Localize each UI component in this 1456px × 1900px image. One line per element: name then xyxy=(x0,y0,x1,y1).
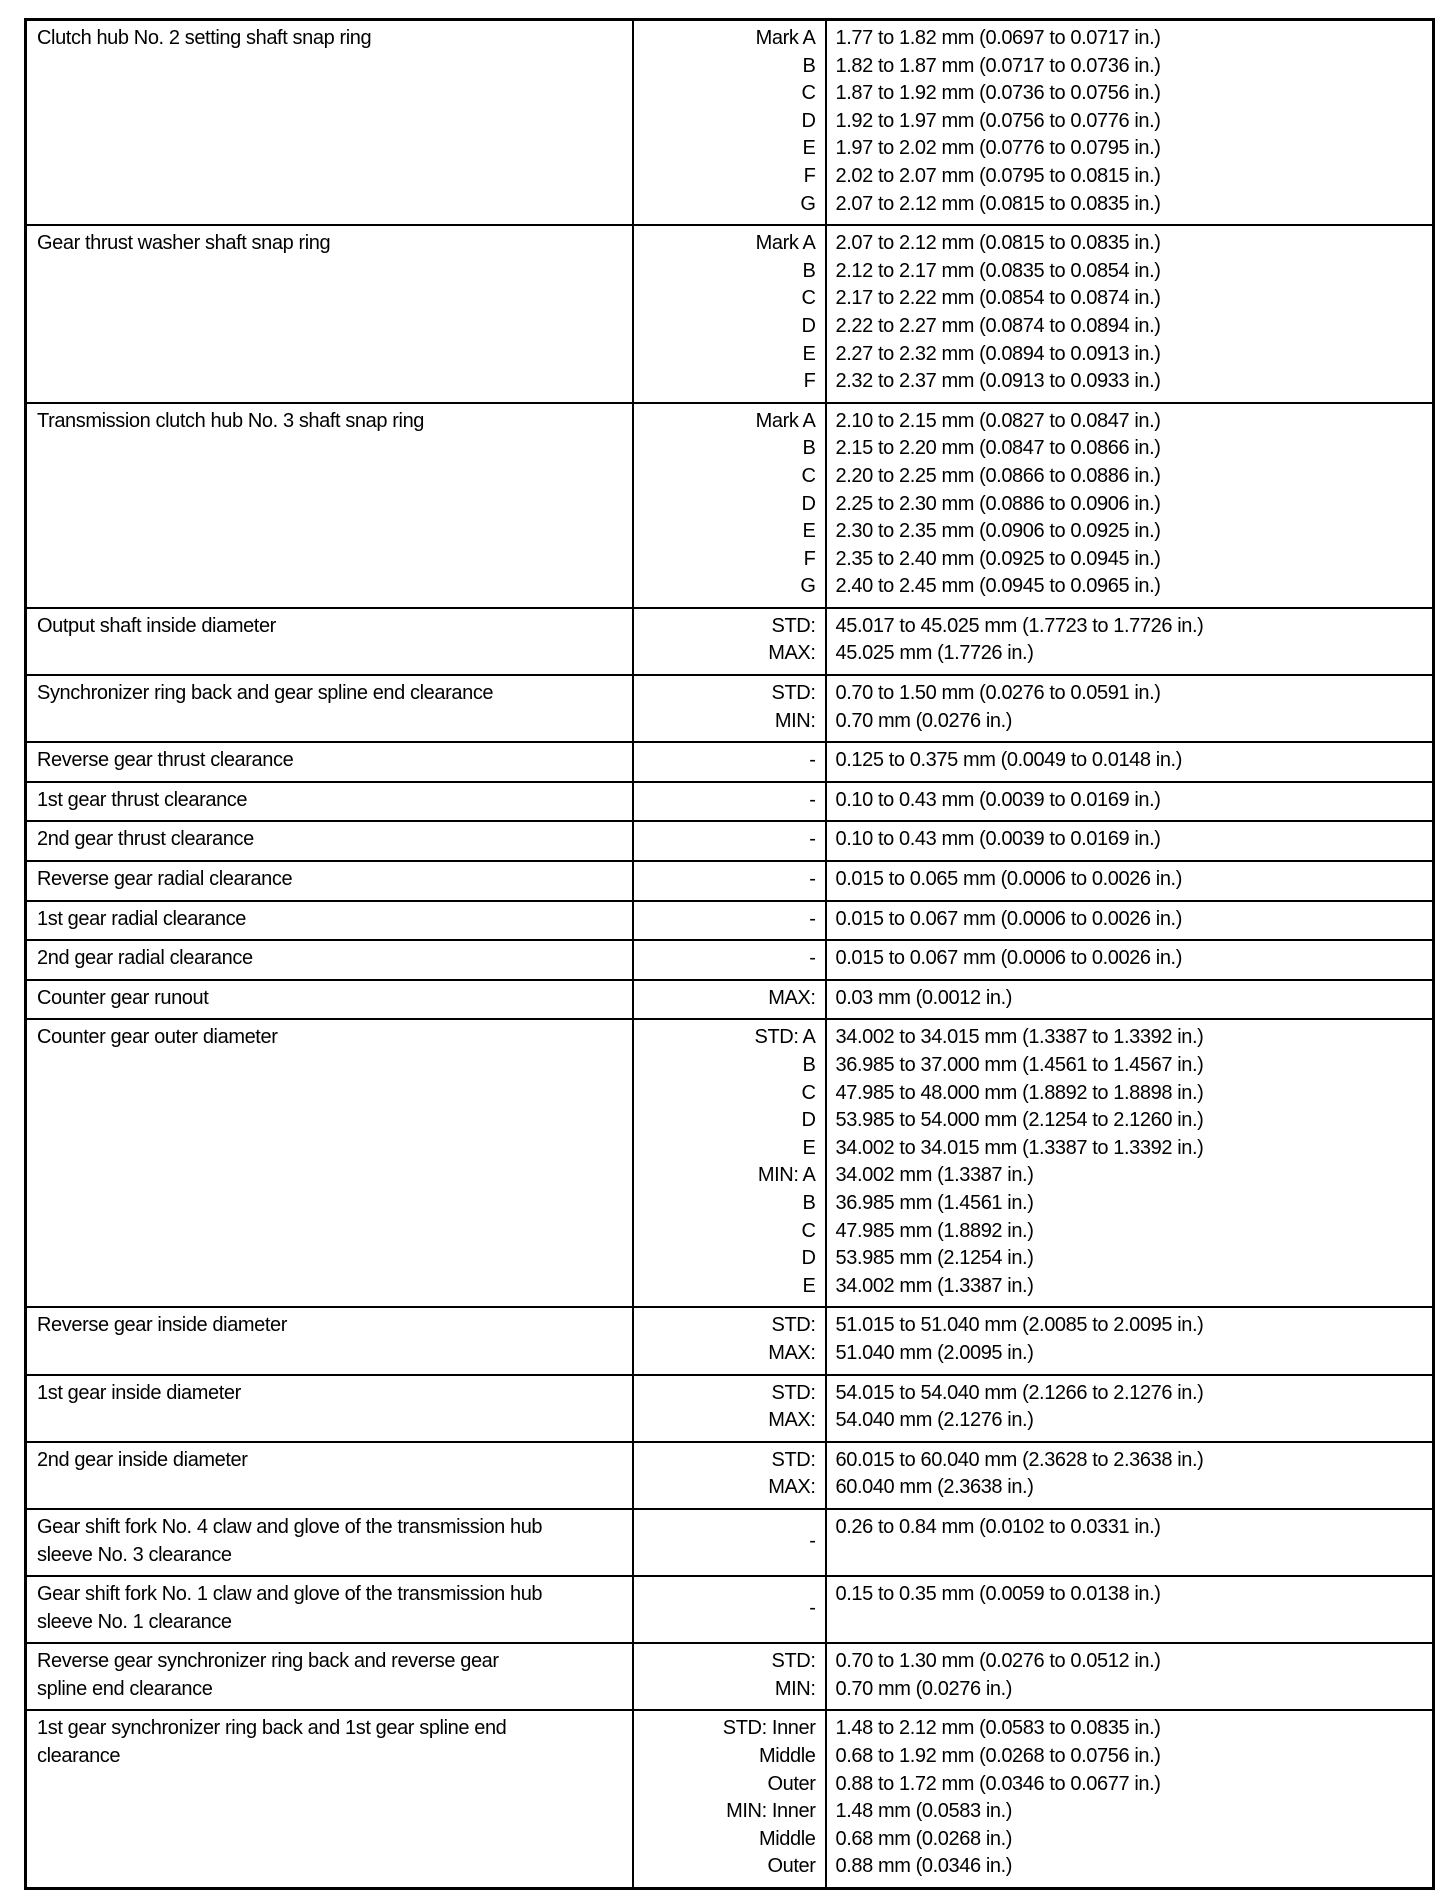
spec-label: MAX: xyxy=(768,642,816,665)
spec-label: - xyxy=(809,788,816,811)
spec-value: 36.985 to 37.000 mm (1.4561 to 1.4567 in.) xyxy=(835,1054,1204,1076)
spec-label: F xyxy=(803,547,816,570)
spec-label: STD: Inner xyxy=(722,1717,816,1740)
spec-label: STD: A xyxy=(754,1026,816,1049)
spec-value: 0.26 to 0.84 mm (0.0102 to 0.0331 in.) xyxy=(835,1515,1161,1538)
spec-value-cell xyxy=(826,1576,1434,1643)
item-name-cell xyxy=(26,901,633,941)
item-name-cell xyxy=(26,742,633,782)
item-name-cell xyxy=(26,675,633,742)
spec-value: 2.07 to 2.12 mm (0.0815 to 0.0835 in.) xyxy=(835,232,1161,255)
spec-label: - xyxy=(809,1529,816,1552)
spec-label-cell xyxy=(633,1576,826,1643)
spec-label: - xyxy=(809,907,816,930)
table-row xyxy=(26,1576,1434,1643)
spec-value: 0.015 to 0.065 mm (0.0006 to 0.0026 in.) xyxy=(835,868,1182,891)
spec-label: B xyxy=(802,1054,816,1076)
item-name-cell xyxy=(26,861,633,901)
item-name: Output shaft inside diameter xyxy=(37,614,276,637)
item-name: Counter gear runout xyxy=(37,986,209,1009)
table-row xyxy=(26,1509,1434,1576)
table-row xyxy=(26,1375,1434,1442)
item-name-cell xyxy=(26,20,633,226)
item-name: Reverse gear thrust clearance xyxy=(37,749,294,772)
spec-value: 0.03 mm (0.0012 in.) xyxy=(835,986,1013,1009)
item-name-cell xyxy=(26,403,633,608)
table-row xyxy=(26,608,1434,675)
item-name-cell xyxy=(26,1307,633,1374)
spec-value: 2.25 to 2.30 mm (0.0886 to 0.0906 in.) xyxy=(835,492,1161,515)
item-name: 1st gear radial clearance xyxy=(37,907,247,930)
spec-value: 47.985 to 48.000 mm (1.8892 to 1.8898 in.) xyxy=(835,1081,1204,1104)
item-name-cell xyxy=(26,225,633,403)
spec-label-cell xyxy=(633,1509,826,1576)
spec-value: 34.002 to 34.015 mm (1.3387 to 1.3392 in.) xyxy=(835,1026,1204,1049)
item-name-cell xyxy=(26,821,633,861)
spec-label: Mark A xyxy=(755,409,816,432)
spec-label: B xyxy=(802,437,816,460)
spec-value: 47.985 mm (1.8892 in.) xyxy=(835,1219,1034,1242)
spec-label: Middle xyxy=(758,1827,816,1850)
spec-value: 2.40 to 2.45 mm (0.0945 to 0.0965 in.) xyxy=(835,575,1161,598)
table-row xyxy=(26,861,1434,901)
spec-label: E xyxy=(802,137,816,160)
spec-label: C xyxy=(801,1219,816,1242)
spec-label: B xyxy=(802,54,816,77)
spec-value: 2.15 to 2.20 mm (0.0847 to 0.0866 in.) xyxy=(835,437,1161,460)
spec-label: Middle xyxy=(758,1745,816,1768)
item-name-cell xyxy=(26,1710,633,1888)
spec-label: - xyxy=(809,868,816,891)
item-name-line: clearance xyxy=(37,1745,121,1768)
spec-value: 0.68 to 1.92 mm (0.0268 to 0.0756 in.) xyxy=(835,1745,1161,1768)
spec-value-cell xyxy=(826,608,1434,675)
spec-label: G xyxy=(800,575,816,598)
spec-value-cell xyxy=(826,1375,1434,1442)
spec-value: 2.22 to 2.27 mm (0.0874 to 0.0894 in.) xyxy=(835,314,1161,337)
spec-label: D xyxy=(801,492,816,515)
spec-value: 34.002 mm (1.3387 in.) xyxy=(835,1164,1034,1187)
spec-label: - xyxy=(809,828,816,851)
table-row xyxy=(26,20,1434,226)
item-name: Reverse gear inside diameter xyxy=(37,1314,288,1337)
spec-value: 60.040 mm (2.3638 in.) xyxy=(835,1476,1034,1499)
item-name-line: Gear shift fork No. 1 claw and glove of the transmission hub xyxy=(37,1583,543,1606)
spec-value-cell xyxy=(826,782,1434,822)
spec-label: C xyxy=(801,464,816,487)
spec-label-cell xyxy=(633,403,826,608)
spec-value: 54.015 to 54.040 mm (2.1266 to 2.1276 in.) xyxy=(835,1381,1204,1404)
spec-value: 0.68 mm (0.0268 in.) xyxy=(835,1827,1013,1850)
spec-value: 0.70 mm (0.0276 in.) xyxy=(835,709,1013,732)
spec-label-cell xyxy=(633,1307,826,1374)
item-name: 1st gear thrust clearance xyxy=(37,788,248,811)
spec-label-cell xyxy=(633,1375,826,1442)
spec-value: 0.10 to 0.43 mm (0.0039 to 0.0169 in.) xyxy=(835,828,1161,851)
spec-label: Outer xyxy=(767,1772,816,1795)
item-name-cell xyxy=(26,940,633,980)
item-name-line: spline end clearance xyxy=(37,1677,213,1700)
spec-value: 51.015 to 51.040 mm (2.0085 to 2.0095 in.) xyxy=(835,1314,1204,1337)
table-row xyxy=(26,821,1434,861)
spec-label: D xyxy=(801,109,816,132)
spec-value: 34.002 to 34.015 mm (1.3387 to 1.3392 in.) xyxy=(835,1136,1204,1159)
spec-value-cell xyxy=(826,1442,1434,1509)
spec-label: MAX: xyxy=(768,1409,816,1432)
spec-value-cell xyxy=(826,1643,1434,1710)
item-name: Reverse gear radial clearance xyxy=(37,868,293,891)
spec-value-cell xyxy=(826,20,1434,226)
spec-value: 2.32 to 2.37 mm (0.0913 to 0.0933 in.) xyxy=(835,370,1161,393)
spec-label-cell xyxy=(633,821,826,861)
table-row xyxy=(26,980,1434,1020)
spec-label: C xyxy=(801,82,816,105)
spec-value: 0.015 to 0.067 mm (0.0006 to 0.0026 in.) xyxy=(835,947,1182,970)
spec-value-cell xyxy=(826,821,1434,861)
spec-value: 2.35 to 2.40 mm (0.0925 to 0.0945 in.) xyxy=(835,547,1161,570)
spec-label: STD: xyxy=(771,682,816,705)
item-name: 1st gear inside diameter xyxy=(37,1381,241,1404)
spec-value: 1.97 to 2.02 mm (0.0776 to 0.0795 in.) xyxy=(835,137,1161,160)
spec-value: 54.040 mm (2.1276 in.) xyxy=(835,1409,1034,1432)
spec-value-cell xyxy=(826,980,1434,1020)
spec-label: C xyxy=(801,1081,816,1104)
spec-value-cell xyxy=(826,1710,1434,1888)
spec-value: 2.02 to 2.07 mm (0.0795 to 0.0815 in.) xyxy=(835,164,1161,187)
spec-value: 2.17 to 2.22 mm (0.0854 to 0.0874 in.) xyxy=(835,287,1161,310)
table-row xyxy=(26,675,1434,742)
spec-label: MIN: A xyxy=(757,1164,816,1187)
spec-value-cell xyxy=(826,675,1434,742)
spec-label: MAX: xyxy=(768,1341,816,1364)
spec-value: 1.87 to 1.92 mm (0.0736 to 0.0756 in.) xyxy=(835,82,1161,105)
item-name-cell xyxy=(26,1509,633,1576)
spec-value: 0.88 to 1.72 mm (0.0346 to 0.0677 in.) xyxy=(835,1772,1161,1795)
spec-value-cell xyxy=(826,225,1434,403)
item-name-line: sleeve No. 1 clearance xyxy=(37,1610,232,1633)
spec-value: 0.15 to 0.35 mm (0.0059 to 0.0138 in.) xyxy=(835,1583,1161,1606)
item-name: Gear thrust washer shaft snap ring xyxy=(37,232,331,255)
table-row xyxy=(26,1019,1434,1307)
spec-value: 0.125 to 0.375 mm (0.0049 to 0.0148 in.) xyxy=(835,749,1182,772)
spec-value: 0.015 to 0.067 mm (0.0006 to 0.0026 in.) xyxy=(835,907,1182,930)
spec-label-cell xyxy=(633,675,826,742)
table-row xyxy=(26,1307,1434,1374)
item-name: 2nd gear radial clearance xyxy=(37,947,253,970)
spec-label-cell xyxy=(633,1643,826,1710)
spec-label: MAX: xyxy=(768,986,816,1009)
spec-label: E xyxy=(802,342,816,365)
spec-label-cell xyxy=(633,1710,826,1888)
spec-value-cell xyxy=(826,742,1434,782)
spec-value: 1.92 to 1.97 mm (0.0756 to 0.0776 in.) xyxy=(835,109,1161,132)
item-name-line: Reverse gear synchronizer ring back and reverse gear xyxy=(37,1650,499,1673)
specification-table xyxy=(24,18,1435,1890)
spec-label: STD: xyxy=(771,1381,816,1404)
spec-label: E xyxy=(802,1136,816,1159)
item-name-cell xyxy=(26,1643,633,1710)
table-row xyxy=(26,940,1434,980)
spec-value-cell xyxy=(826,403,1434,608)
spec-value: 0.88 mm (0.0346 in.) xyxy=(835,1855,1013,1878)
spec-label: B xyxy=(802,1191,816,1214)
table-row xyxy=(26,1710,1434,1888)
spec-label: F xyxy=(803,164,816,187)
spec-value: 53.985 mm (2.1254 in.) xyxy=(835,1247,1034,1270)
spec-value: 0.70 mm (0.0276 in.) xyxy=(835,1677,1013,1700)
spec-value-cell xyxy=(826,1509,1434,1576)
spec-label: STD: xyxy=(771,1448,816,1471)
spec-value: 34.002 mm (1.3387 in.) xyxy=(835,1274,1034,1297)
item-name: Clutch hub No. 2 setting shaft snap ring xyxy=(37,27,372,49)
spec-value-cell xyxy=(826,1307,1434,1374)
table-row xyxy=(26,1442,1434,1509)
spec-label: STD: xyxy=(771,614,816,637)
spec-value: 45.017 to 45.025 mm (1.7723 to 1.7726 in.) xyxy=(835,614,1204,637)
spec-label-cell xyxy=(633,940,826,980)
spec-label: C xyxy=(801,287,816,310)
item-name-cell xyxy=(26,608,633,675)
spec-label: STD: xyxy=(771,1314,816,1337)
spec-value: 2.12 to 2.17 mm (0.0835 to 0.0854 in.) xyxy=(835,259,1161,282)
item-name-line: 1st gear synchronizer ring back and 1st gear spline end xyxy=(37,1717,507,1740)
spec-label-cell xyxy=(633,1019,826,1307)
spec-value: 0.10 to 0.43 mm (0.0039 to 0.0169 in.) xyxy=(835,788,1161,811)
spec-value: 2.27 to 2.32 mm (0.0894 to 0.0913 in.) xyxy=(835,342,1161,365)
spec-label: D xyxy=(801,314,816,337)
spec-value: 1.77 to 1.82 mm (0.0697 to 0.0717 in.) xyxy=(835,27,1161,49)
spec-label: MIN: xyxy=(774,1677,816,1700)
spec-value: 2.30 to 2.35 mm (0.0906 to 0.0925 in.) xyxy=(835,520,1161,543)
spec-value: 0.70 to 1.50 mm (0.0276 to 0.0591 in.) xyxy=(835,682,1161,705)
spec-value: 2.20 to 2.25 mm (0.0866 to 0.0886 in.) xyxy=(835,464,1161,487)
spec-label: E xyxy=(802,1274,816,1297)
table-row xyxy=(26,782,1434,822)
item-name: Synchronizer ring back and gear spline end clearance xyxy=(37,682,494,705)
spec-label: Outer xyxy=(767,1855,816,1878)
spec-value: 60.015 to 60.040 mm (2.3628 to 2.3638 in.) xyxy=(835,1448,1204,1471)
item-name-line: sleeve No. 3 clearance xyxy=(37,1543,232,1566)
spec-label: D xyxy=(801,1109,816,1132)
spec-label: G xyxy=(800,192,816,215)
spec-label-cell xyxy=(633,20,826,226)
spec-label: - xyxy=(809,947,816,970)
spec-label-cell xyxy=(633,1442,826,1509)
specification-table-body xyxy=(26,20,1434,1889)
spec-label: D xyxy=(801,1247,816,1270)
item-name-cell xyxy=(26,1375,633,1442)
spec-label-cell xyxy=(633,742,826,782)
table-row xyxy=(26,225,1434,403)
spec-label-cell xyxy=(633,980,826,1020)
item-name-cell xyxy=(26,1019,633,1307)
spec-value-cell xyxy=(826,861,1434,901)
spec-label: MAX: xyxy=(768,1476,816,1499)
spec-label: E xyxy=(802,520,816,543)
spec-value: 45.025 mm (1.7726 in.) xyxy=(835,642,1034,665)
spec-value-cell xyxy=(826,901,1434,941)
spec-label: F xyxy=(803,370,816,393)
item-name: Transmission clutch hub No. 3 shaft snap ring xyxy=(37,409,425,432)
item-name: 2nd gear inside diameter xyxy=(37,1448,248,1471)
spec-label: B xyxy=(802,259,816,282)
item-name: 2nd gear thrust clearance xyxy=(37,828,254,851)
spec-value: 51.040 mm (2.0095 in.) xyxy=(835,1341,1034,1364)
spec-label: MIN: Inner xyxy=(726,1800,816,1823)
spec-label: - xyxy=(809,1596,816,1619)
item-name-line: Gear shift fork No. 4 claw and glove of the transmission hub xyxy=(37,1515,543,1538)
table-row xyxy=(26,1643,1434,1710)
spec-value: 0.70 to 1.30 mm (0.0276 to 0.0512 in.) xyxy=(835,1650,1161,1673)
spec-value: 1.48 mm (0.0583 in.) xyxy=(835,1800,1013,1823)
spec-value-cell xyxy=(826,1019,1434,1307)
spec-label-cell xyxy=(633,225,826,403)
item-name-cell xyxy=(26,980,633,1020)
table-row xyxy=(26,901,1434,941)
spec-label: MIN: xyxy=(774,709,816,732)
spec-value: 1.48 to 2.12 mm (0.0583 to 0.0835 in.) xyxy=(835,1717,1161,1740)
item-name: Counter gear outer diameter xyxy=(37,1026,278,1049)
table-row xyxy=(26,742,1434,782)
spec-label: Mark A xyxy=(755,232,816,255)
item-name-cell xyxy=(26,1442,633,1509)
spec-label-cell xyxy=(633,861,826,901)
spec-label: STD: xyxy=(771,1650,816,1673)
spec-value: 2.07 to 2.12 mm (0.0815 to 0.0835 in.) xyxy=(835,192,1161,215)
spec-label-cell xyxy=(633,782,826,822)
item-name-cell xyxy=(26,782,633,822)
table-row xyxy=(26,403,1434,608)
spec-label-cell xyxy=(633,608,826,675)
item-name-cell xyxy=(26,1576,633,1643)
spec-label: - xyxy=(809,749,816,772)
spec-value-cell xyxy=(826,940,1434,980)
spec-label: Mark A xyxy=(755,27,816,49)
spec-value: 1.82 to 1.87 mm (0.0717 to 0.0736 in.) xyxy=(835,54,1161,77)
spec-value: 2.10 to 2.15 mm (0.0827 to 0.0847 in.) xyxy=(835,409,1161,432)
spec-value: 53.985 to 54.000 mm (2.1254 to 2.1260 in.) xyxy=(835,1109,1204,1132)
spec-value: 36.985 mm (1.4561 in.) xyxy=(835,1191,1034,1214)
spec-label-cell xyxy=(633,901,826,941)
